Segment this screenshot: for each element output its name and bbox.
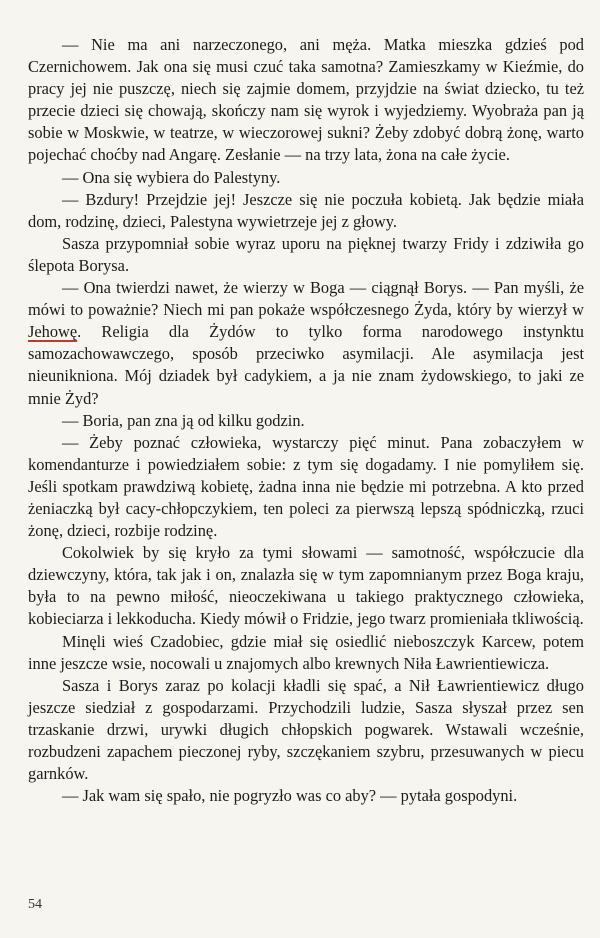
paragraph-7: — Żeby poznać człowieka, wystarczy pięć minut. Pana zobaczyłem w komendanturze i powiedziałem sobie: z tym się dogadamy. I nie pomyliłem się. Jeśli spotkam prawdziwą kobietę, żadna inna nie będzie mi potrzebna. A kto przed żeniaczką był cacy-chłopczykiem, ten poleci za pierwszą lepszą spódniczką, rzuci żonę, dzieci, rozbije rodzinę. xyxy=(28,432,584,541)
paragraph-11: — Jak wam się spało, nie pogryzło was co aby? — pytała gospodyni. xyxy=(62,786,518,806)
paragraph-10: Sasza i Borys zaraz po kolacji kładli się spać, a Nił Ławrientiewicz długo jeszcze siedział z gospodarzami. Przychodzili ludzie, Sasza słyszał przez sen trzaskanie drzwi, urywki długich chłopskich pogwarek. Wstawali wcześnie, rozbudzeni zapachem pieczonej ryby, szczękaniem szybru, przesuwanych w piecu garnków. xyxy=(28,675,584,784)
paragraph-5-part-1: — Ona twierdzi nawet, że wierzy w Boga — ciągnął Borys. — Pan myśli, że mówi to poważnie? Niech mi pan pokaże współczesnego Żyda, który by wierzył w xyxy=(28,278,584,320)
paragraph-1: — Nie ma ani narzeczonego, ani męża. Matka mieszka gdzieś pod Czernichowem. Jak ona się musi czuć taka samotna? Zamieszkamy w Kieźmie, do pracy jej nie puszczę, niech się zajmie domem, przyjdzie na świat dziecko, tu też przecie dzieci się chowają, skończy nam się wyrok i wyjedziemy. Wyobraża pan ją sobie w Moskwie, w teatrze, w wieczorowej sukni? Żeby zdobyć dobrą żonę, warto pojechać choćby nad Angarę. Zesłanie — na trzy lata, żona na całe życie. xyxy=(28,35,584,165)
paragraph-5-part-2: . Religia dla Żydów to tylko forma narodowego instynktu samozachowawczego, sposób przeciwko asymilacji. Ale asymilacja jest nieunikniona. Mój dziadek był cadykiem, a ja nie znam żydowskiego, to jaki ze mnie Żyd? xyxy=(28,322,584,408)
paragraph-5 xyxy=(28,277,584,410)
paragraph-3: — Bzdury! Przejdzie jej! Jeszcze się nie poczuła kobietą. Jak będzie miała dom, rodzinę, dzieci, Palestyna wywietrzeje jej z głowy. xyxy=(28,189,584,231)
underlined-word: Jehowę xyxy=(28,322,78,342)
paragraph-4: Sasza przypomniał sobie wyraz uporu na pięknej twarzy Fridy i zdziwiła go ślepota Borysa. xyxy=(28,233,584,275)
paragraph-6: — Boria, pan zna ją od kilku godzin. xyxy=(62,410,305,430)
page-body xyxy=(28,34,584,807)
page-number: 54 xyxy=(28,897,42,912)
paragraph-9: Minęli wieś Czadobiec, gdzie miał się osiedlić nieboszczyk Karcew, potem inne jeszcze wsie, nocowali u znajomych albo krewnych Niła Ławrientiewicza. xyxy=(28,631,584,673)
paragraph-8: Cokolwiek by się kryło za tymi słowami — samotność, współczucie dla dziewczyny, która, tak jak i on, znalazła się w tym zapomnianym przez Boga kraju, była to na pewno miłość, nieoczekiwana u takiego praktycznego człowieka, kobieciarza i lekkoducha. Kiedy mówił o Fridzie, jego twarz promieniała tkliwością. xyxy=(28,543,584,629)
paragraph-2: — Ona się wybiera do Palestyny. xyxy=(62,167,281,187)
